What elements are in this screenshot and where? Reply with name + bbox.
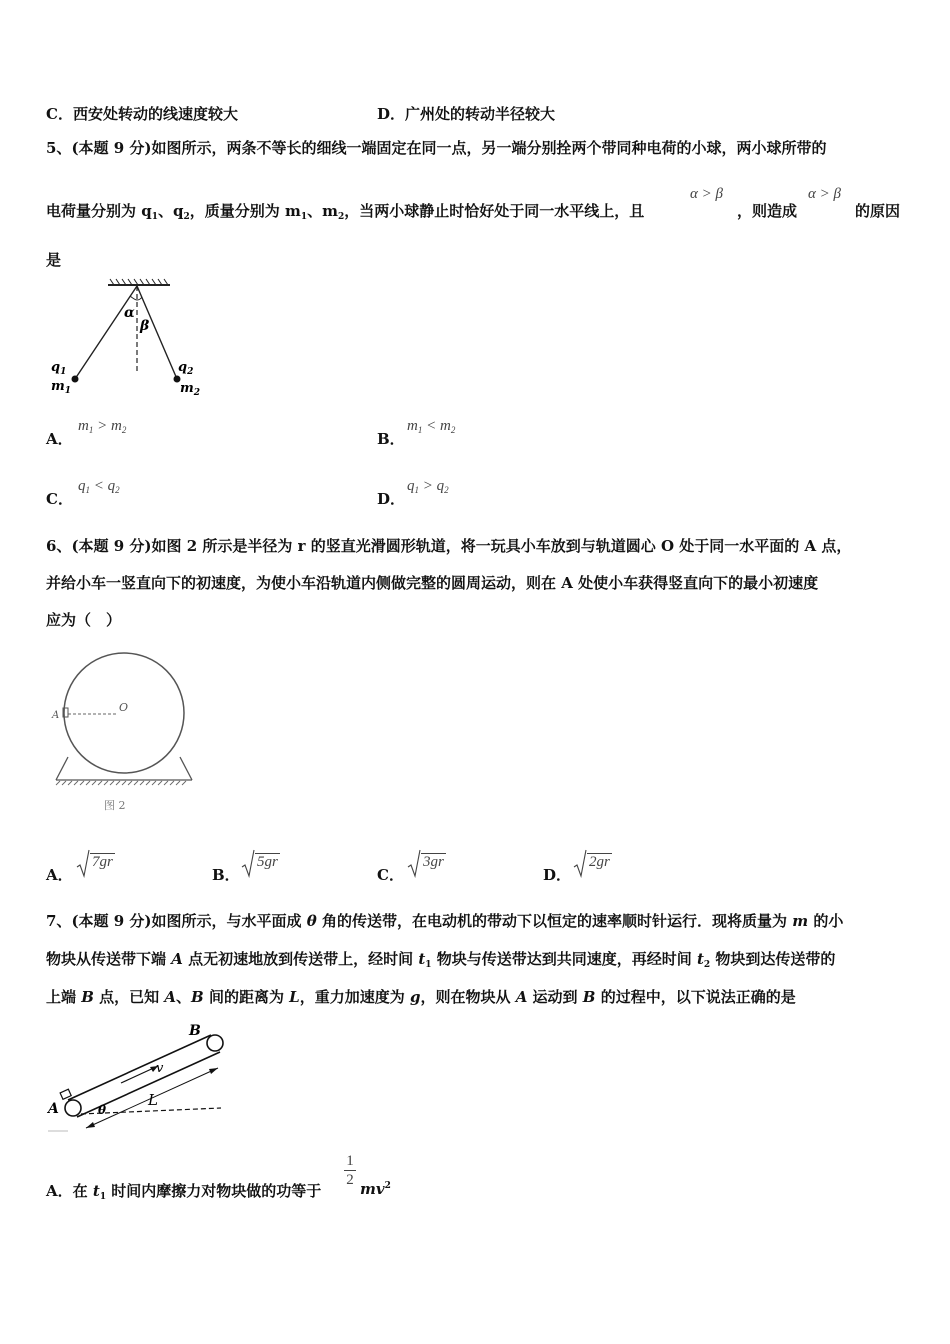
q7-option-a-mv2: $mv^2$ [360,1180,391,1198]
q5-fig-alpha: α [124,305,135,321]
q5-option-c-math: $q_1 < q_2$ [78,478,120,495]
q5-option-a-letter: A． [46,430,73,448]
q5-condition-2: α > β [808,186,841,202]
q5-line1: 5、(本题 9 分)如图所示，两条不等长的细线一端固定在同一点，另一端分别拴两个带同种电荷的小球，两小球所带的 [46,139,827,157]
q6-fig-point-a: A [52,710,60,721]
q5-condition-1: α > β [690,186,723,202]
sqrt-icon [573,848,587,878]
q7-line1: 7、(本题 9 分)如图所示，与水平面成 θ 角的传送带，在电动机的带动下以恒定的速率顺时针运行．现将质量为 m 的小 [46,912,844,930]
prev-option-c: C．西安处转动的线速度较大 [46,105,238,123]
q6-fig-caption: 图 2 [104,799,126,812]
q6-option-a-letter: A． [46,866,73,884]
q5-fig-q1: $q_1$ [51,360,67,377]
q5-line2-end: 的原因 [855,202,901,220]
q6-line2: 并给小车一竖直向下的初速度，为使小车沿轨道内侧做完整的圆周运动，则在 A 处使小车获得竖直向下的最小初速度 [46,574,819,592]
sqrt-icon [241,848,255,878]
q5-option-a-math: $m_1 > m_2$ [78,418,127,435]
q7-fig-l: L [148,1091,158,1109]
q5-option-b-letter: B． [377,430,405,448]
q6-option-d-letter: D． [543,866,572,884]
q7-option-a-fraction: 1 2 [343,1152,357,1189]
q6-option-c-letter: C． [377,866,404,884]
q6-line3: 应为（ ） [46,611,122,629]
q6-circular-track-figure [46,648,196,818]
q5-line2: 电荷量分别为 $q_1$、$q_2$，质量分别为 $m_1$、$m_2$，当两小球静止时恰好处于同一水平线上，且 [46,202,645,222]
q5-option-b-math: $m_1 < m_2$ [407,418,456,435]
q5-option-d-math: $q_1 > q_2$ [407,478,449,495]
q7-conveyor-figure [46,1018,236,1136]
q5-fig-m1: $m_1$ [51,379,72,396]
prev-option-d: D．广州处的转动半径较大 [377,105,556,123]
q7-line3: 上端 B 点，已知 A、B 间的距离为 L，重力加速度为 g，则在物块从 A 运动到 B 的过程中，以下说法正确的是 [46,988,796,1006]
q5-line3: 是 [46,251,62,269]
q5-line2-mid: ，则造成 [737,202,798,220]
q7-fig-point-a: A [48,1101,59,1117]
q5-pendulum-figure [46,278,216,400]
q5-option-d-letter: D． [377,490,406,508]
q7-option-a: A．在 $t_1$ 时间内摩擦力对物块做的功等于 [46,1182,322,1202]
q6-fig-center-o: O [119,701,129,714]
q5-option-c-letter: C． [46,490,73,508]
q6-option-b-letter: B． [212,866,240,884]
q7-line2: 物块从传送带下端 A 点无初速地放到传送带上，经时间 $t_1$ 物块与传送带达到共同速度，再经时间 $t_2$ 物块到达传送带的 [46,950,836,970]
q5-fig-m2: $m_2$ [180,381,201,398]
sqrt-icon [76,848,90,878]
q5-fig-q2: $q_2$ [178,360,194,377]
q5-fig-beta: β [140,318,150,334]
q7-fig-point-b: B [189,1023,201,1039]
q7-fig-v: v [156,1061,164,1076]
q7-fig-theta: θ [98,1103,107,1117]
sqrt-icon [407,848,421,878]
q6-line1: 6、(本题 9 分)如图 2 所示是半径为 r 的竖直光滑圆形轨道，将一玩具小车放到与轨道圆心 O 处于同一水平面的 A 点， [46,537,852,555]
